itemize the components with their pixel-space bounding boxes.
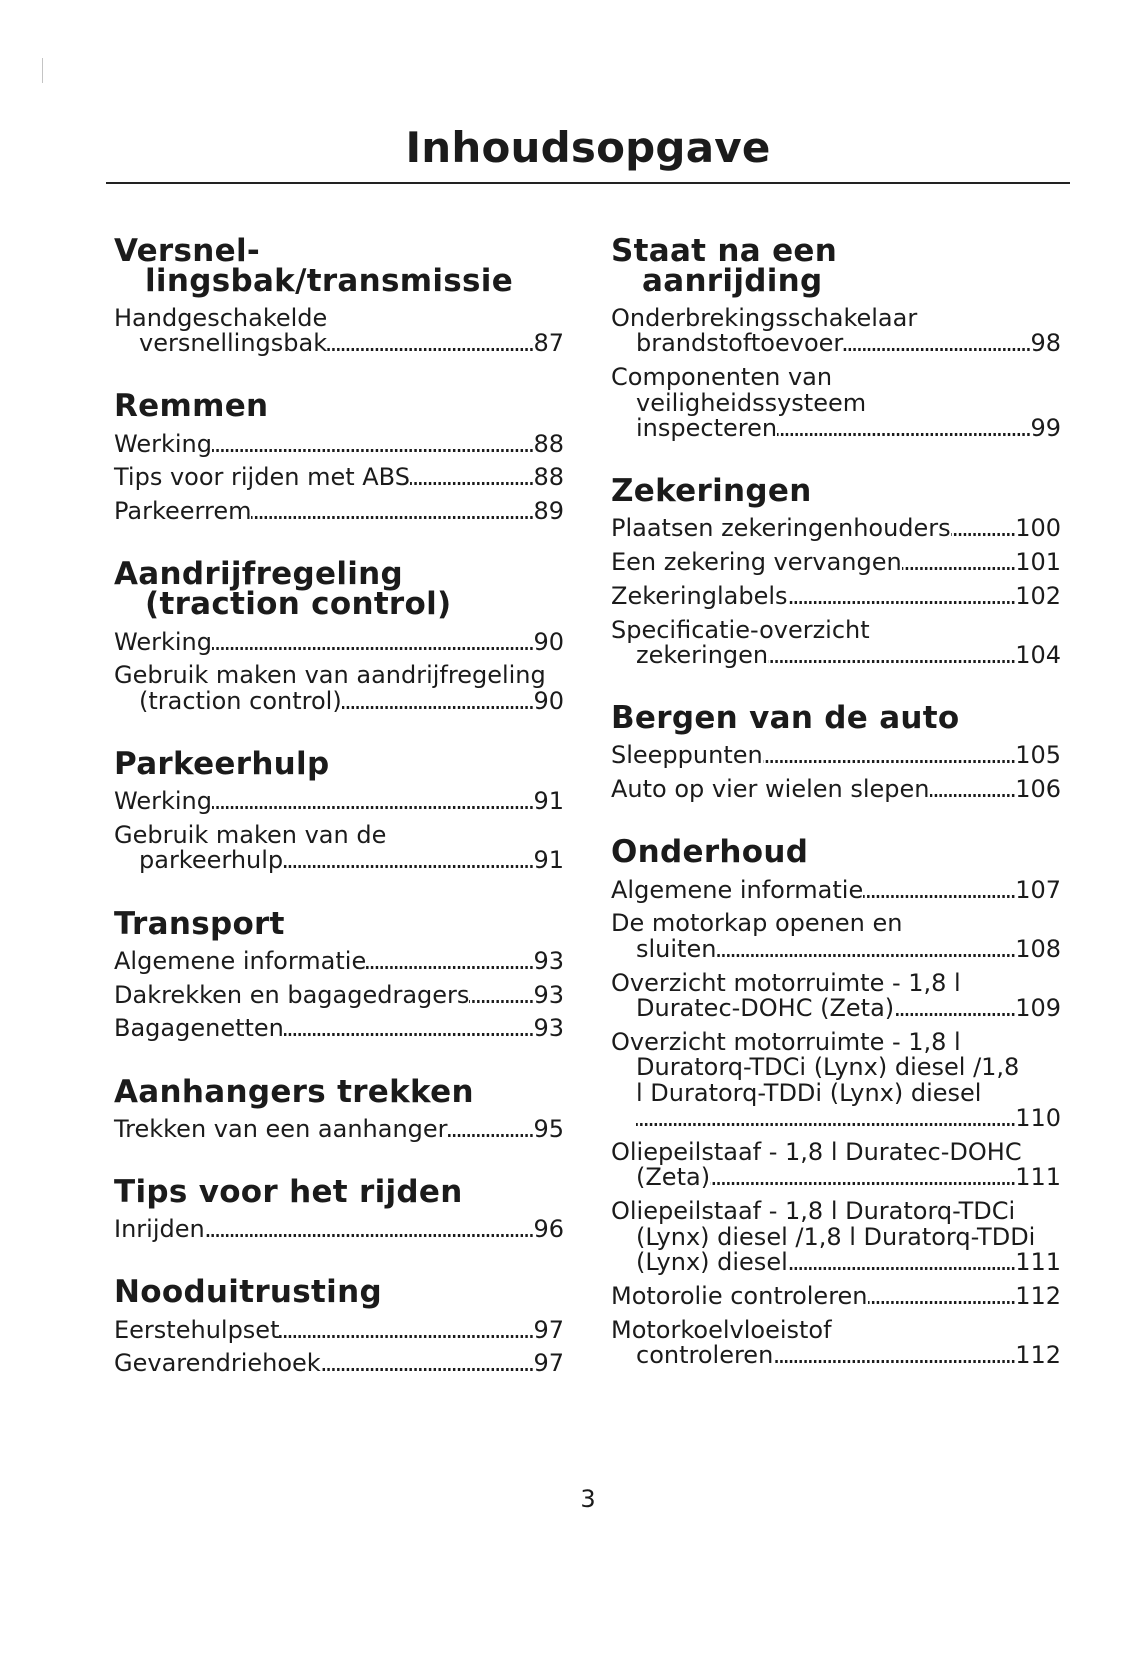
entry-line	[114, 429, 564, 458]
entry-line: Overzicht motorruimte - 1,8 l	[611, 968, 961, 997]
entry-line	[611, 777, 1061, 802]
section-heading	[611, 232, 1061, 299]
page-number: 109	[1015, 994, 1061, 1023]
entry-line: Onderbrekingsschakelaar	[611, 303, 918, 332]
toc-entry	[114, 1217, 564, 1242]
entry-text: Plaatsen zekeringenhouders	[611, 514, 951, 543]
toc-column-left	[114, 232, 564, 1378]
toc-entry	[611, 615, 1061, 670]
entry-line: Oliepeilstaaf - 1,8 l Duratorq-TDCi	[611, 1197, 1016, 1226]
page-number: 104	[1015, 641, 1061, 670]
toc-entry	[611, 968, 1061, 1023]
toc-entry	[611, 1027, 1061, 1133]
entry-line	[611, 934, 1061, 963]
toc-section	[114, 388, 564, 526]
entry-line: Gebruik maken van aandrijfregeling	[114, 661, 546, 690]
entry-line	[114, 848, 564, 873]
entry-line	[114, 1217, 564, 1242]
entry-line: Overzicht motorruimte - 1,8 l	[611, 1027, 961, 1056]
entry-line	[611, 331, 1061, 356]
entry-line: (Lynx) diesel /1,8 l Duratorq-TDDi	[636, 1222, 1036, 1251]
dot-leader	[894, 996, 1015, 1021]
toc-section	[611, 834, 1061, 1369]
entry-line: l Duratorq-TDDi (Lynx) diesel	[636, 1078, 982, 1107]
entry-text: Werking	[114, 787, 212, 816]
entry-line: veiligheidssysteem	[636, 388, 867, 417]
toc-column-right	[611, 232, 1061, 1369]
dot-leader	[768, 643, 1015, 668]
section-heading	[114, 745, 564, 782]
entry-line: Specificatie-overzicht	[611, 615, 870, 644]
section-heading-line: Aandrijfregeling	[114, 556, 404, 593]
page-number: 91	[533, 787, 564, 816]
page-number: 112	[1015, 1340, 1061, 1369]
dot-leader	[212, 630, 533, 655]
toc-entry	[611, 1137, 1061, 1192]
entry-text: Sleeppunten	[611, 741, 763, 770]
entry-line: Componenten van	[611, 363, 833, 392]
toc-entry	[611, 1281, 1061, 1310]
dot-leader	[863, 878, 1015, 903]
toc-section	[114, 1173, 564, 1244]
section-heading	[611, 700, 1061, 737]
dot-leader	[788, 1250, 1015, 1275]
toc-entry	[611, 303, 1061, 358]
dot-leader	[868, 1284, 1016, 1309]
entry-line	[611, 550, 1061, 575]
dot-leader	[763, 743, 1015, 768]
entry-text: Auto op vier wielen slepen	[611, 775, 930, 804]
section-heading-line: Parkeerhulp	[114, 745, 330, 782]
dot-leader	[777, 416, 1030, 441]
entry-line	[114, 686, 564, 715]
dot-leader	[284, 1016, 534, 1041]
toc-entry	[114, 1315, 564, 1344]
dot-leader	[902, 550, 1015, 575]
entry-line	[611, 581, 1061, 610]
entry-line	[611, 1247, 1061, 1276]
entry-text: Trekken van een aanhanger	[114, 1114, 448, 1143]
section-heading-line: Zekeringen	[611, 473, 812, 509]
dot-leader	[469, 983, 533, 1008]
entry-line	[611, 1281, 1061, 1310]
entry-text: brandstoftoevoer	[636, 329, 844, 358]
page-number: 106	[1015, 775, 1061, 804]
toc-entry	[114, 663, 564, 714]
entry-line: Gebruik maken van de	[114, 821, 387, 850]
entry-text: Een zekering vervangen	[611, 548, 902, 577]
page-number: 97	[533, 1349, 564, 1378]
entry-line	[114, 1351, 564, 1376]
page-number: 98	[1030, 329, 1061, 358]
toc-section	[114, 905, 564, 1043]
entry-line	[114, 331, 564, 356]
entry-text: parkeerhulp	[139, 846, 284, 875]
entry-line	[611, 1340, 1061, 1369]
toc-section	[114, 556, 564, 715]
section-heading-line: Bergen van de auto	[611, 700, 960, 737]
dot-leader	[773, 1343, 1015, 1368]
entry-text: versnellingsbak	[139, 329, 328, 358]
entry-text: Bagagenetten	[114, 1014, 284, 1043]
page-number: 105	[1015, 741, 1061, 770]
toc-section	[114, 1274, 564, 1378]
section-heading-line: Versnel-	[114, 232, 261, 269]
toc-entry	[114, 1114, 564, 1143]
toc-entry	[114, 789, 564, 814]
toc-entry	[611, 365, 1061, 441]
entry-text: Dakrekken en bagagedragers	[114, 980, 470, 1009]
page-number: 95	[533, 1114, 564, 1143]
section-heading-line: aanrijding	[642, 262, 823, 299]
entry-line	[114, 1016, 564, 1041]
dot-leader	[327, 331, 533, 356]
entry-line	[114, 499, 564, 524]
toc-entry	[114, 465, 564, 490]
entry-text: inspecteren	[636, 413, 778, 442]
section-heading	[114, 1073, 564, 1110]
dot-leader	[930, 777, 1016, 802]
page-number: 97	[533, 1315, 564, 1344]
title-rule	[106, 182, 1070, 184]
page-number: 91	[533, 846, 564, 875]
entry-line	[611, 1106, 1061, 1131]
entry-line: De motorkap openen en	[611, 909, 903, 938]
section-heading-line: Nooduitrusting	[114, 1274, 382, 1311]
section-heading-line: lingsbak/transmissie	[145, 262, 514, 299]
entry-text: Zekeringlabels	[611, 581, 788, 610]
entry-line	[114, 1114, 564, 1143]
dot-leader	[205, 1217, 534, 1242]
entry-line: Motorkoelvloeistof	[611, 1315, 832, 1344]
toc-entry	[611, 777, 1061, 802]
dot-leader	[342, 689, 534, 714]
dot-leader	[716, 937, 1015, 962]
entry-line	[611, 996, 1061, 1021]
dot-leader	[410, 465, 534, 490]
page-number: 90	[533, 627, 564, 656]
toc-section	[611, 700, 1061, 804]
entry-line	[611, 413, 1061, 442]
page-number: 93	[533, 1014, 564, 1043]
page-number: 101	[1015, 548, 1061, 577]
section-heading-line: Tips voor het rijden	[114, 1173, 463, 1210]
toc-entry	[611, 911, 1061, 962]
dot-leader	[710, 1165, 1015, 1190]
section-heading-line: Onderhoud	[611, 834, 809, 871]
page-number: 93	[533, 946, 564, 975]
toc-entry	[114, 823, 564, 874]
page-number: 102	[1015, 581, 1061, 610]
page-number: 99	[1030, 413, 1061, 442]
entry-text: Algemene informatie	[611, 875, 864, 904]
section-heading-line: Aanhangers trekken	[114, 1073, 474, 1110]
toc-section	[114, 1073, 564, 1143]
section-heading	[114, 556, 564, 623]
dot-leader	[212, 789, 533, 814]
toc-entry	[114, 499, 564, 524]
entry-line	[114, 627, 564, 656]
dot-leader	[448, 1117, 534, 1142]
toc-entry	[611, 581, 1061, 610]
dot-leader	[283, 848, 533, 873]
page-number: 112	[1015, 1281, 1061, 1310]
entry-text: controleren	[636, 1340, 774, 1369]
section-heading-line: Staat na een	[611, 232, 838, 269]
entry-line	[114, 465, 564, 490]
toc-entry	[114, 1351, 564, 1376]
dot-leader	[321, 1351, 534, 1376]
entry-text: Duratec-DOHC (Zeta)	[636, 994, 895, 1023]
toc-entry	[611, 875, 1061, 904]
section-heading	[114, 232, 564, 299]
page-number: 107	[1015, 875, 1061, 904]
dot-leader	[366, 949, 533, 974]
toc-entry	[611, 1315, 1061, 1369]
toc-entry	[114, 946, 564, 975]
toc-section	[611, 232, 1061, 442]
toc-entry	[611, 550, 1061, 575]
section-heading-line: Transport	[114, 905, 285, 942]
footer-page-number: 3	[580, 1485, 596, 1513]
toc-title: Inhoudsopgave	[405, 123, 771, 172]
section-heading	[611, 834, 1061, 871]
toc-section	[611, 473, 1061, 670]
entry-text: Eerstehulpset	[114, 1315, 280, 1344]
toc-entry	[114, 429, 564, 458]
entry-text: (traction control)	[139, 686, 342, 715]
entry-line	[114, 789, 564, 814]
entry-text: sluiten	[636, 934, 717, 963]
section-heading	[114, 388, 564, 425]
toc-entry	[611, 1199, 1061, 1275]
toc-entry	[114, 980, 564, 1009]
toc-entry	[611, 743, 1061, 768]
section-heading-line: Remmen	[114, 388, 269, 425]
dot-leader	[843, 331, 1030, 356]
section-heading-line: (traction control)	[145, 586, 452, 623]
dot-leader	[636, 1106, 1015, 1131]
page-number: 110	[1015, 1104, 1061, 1133]
margin-mark	[42, 58, 43, 83]
page-number: 88	[533, 429, 564, 458]
entry-line	[114, 1315, 564, 1344]
section-heading	[114, 1173, 564, 1210]
entry-text: (Zeta)	[636, 1163, 711, 1192]
dot-leader	[212, 432, 533, 457]
dot-leader	[951, 516, 1016, 541]
section-heading	[114, 1274, 564, 1311]
entry-text: Gevarendriehoek	[114, 1349, 321, 1378]
page-number: 90	[533, 686, 564, 715]
entry-text: Motorolie controleren	[611, 1281, 868, 1310]
entry-line: Oliepeilstaaf - 1,8 l Duratec-DOHC	[611, 1137, 1022, 1166]
entry-text: (Lynx) diesel	[636, 1247, 788, 1276]
entry-text: Inrijden	[114, 1215, 205, 1244]
entry-line: Handgeschakelde	[114, 303, 328, 332]
dot-leader	[279, 1318, 533, 1343]
entry-line	[611, 1165, 1061, 1190]
page-number: 89	[533, 497, 564, 526]
page-number: 93	[533, 980, 564, 1009]
entry-line	[611, 516, 1061, 541]
page-number: 111	[1015, 1247, 1061, 1276]
entry-text: Parkeerrem	[114, 497, 252, 526]
page-number: 96	[533, 1215, 564, 1244]
toc-entry	[114, 303, 564, 358]
entry-line	[114, 980, 564, 1009]
section-heading	[114, 905, 564, 942]
toc-section	[114, 232, 564, 358]
dot-leader	[788, 584, 1016, 609]
entry-line	[114, 946, 564, 975]
section-heading	[611, 473, 1061, 509]
entry-line: Duratorq-TDCi (Lynx) diesel /1,8	[636, 1053, 1020, 1082]
entry-text: zekeringen	[636, 641, 769, 670]
page-number: 87	[533, 329, 564, 358]
toc-entry	[114, 1016, 564, 1041]
entry-line	[611, 875, 1061, 904]
entry-text: Algemene informatie	[114, 946, 367, 975]
toc-section	[114, 745, 564, 875]
entry-text: Werking	[114, 627, 212, 656]
entry-text: Werking	[114, 429, 212, 458]
toc-entry	[611, 516, 1061, 541]
entry-line	[611, 743, 1061, 768]
dot-leader	[251, 499, 533, 524]
page-number: 88	[533, 463, 564, 492]
page-number: 100	[1015, 514, 1061, 543]
toc-entry	[114, 627, 564, 656]
entry-line	[611, 643, 1061, 668]
entry-text: Tips voor rijden met ABS	[114, 463, 410, 492]
page-number: 108	[1015, 934, 1061, 963]
page-number: 111	[1015, 1163, 1061, 1192]
